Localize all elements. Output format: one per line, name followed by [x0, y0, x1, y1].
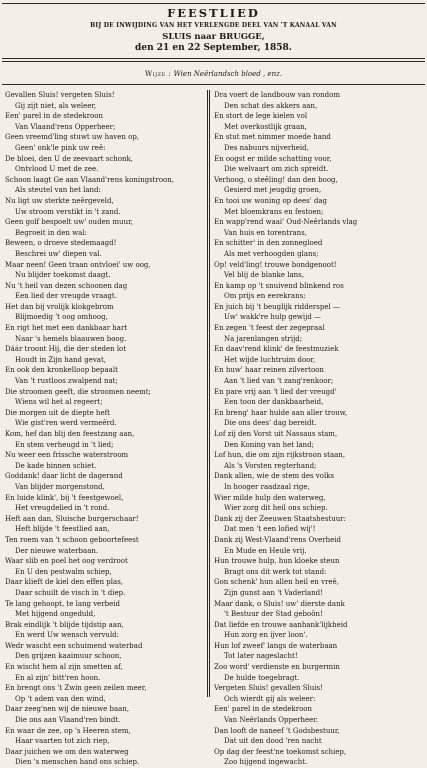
verse-line: Van 't rustloos zwalpend nat; [15, 377, 118, 386]
verse-line: Dat uit den dood 'ren nacht [224, 737, 322, 746]
verse-line: Dank zij der Zeeuwen Staatshestuur: [214, 514, 346, 523]
left-column [5, 90, 203, 768]
date-line: den 21 en 22 September, 1858. [135, 43, 292, 53]
verse-line: Der nieuwe waterbaan. [15, 546, 99, 555]
verse-line: Wedr wascht een schuimend waterbad [5, 641, 143, 650]
verse-line: 't Bestuur der Stad geboôn! [224, 610, 323, 619]
verse-line: Die ons aan Vlaand'ren bindt. [15, 716, 121, 725]
verse-line: En kamp op 't snuivend blinkend ros [214, 281, 344, 290]
verse-line: Dan looft de naneef 't Godsbestuur, [214, 726, 340, 735]
verse-line: Zijn gunst aan 't Vaderland! [224, 588, 323, 597]
verse-line: Geen golf bespoelt uw' ouden muur, [5, 218, 133, 227]
verse-line: Uw' wakk're hulp gewijd — [224, 313, 322, 322]
verse-line: En brengt ons 't Zwin geen zeilen meer, [5, 684, 147, 693]
verse-line: En werd Uw wensch vervuld: [15, 631, 120, 640]
verse-line: Daar schuilt de visch in 't diep. [15, 588, 126, 597]
verse-line: Hun zorg en ijver loon'. [224, 631, 308, 640]
header-rule-2 [2, 61, 425, 62]
verse-line: En rigt het met een dankbaar hart [5, 324, 128, 333]
verse-line: En ook den kronkelloop bepaalt [5, 366, 118, 375]
verse-line: En wischt hem al zijn smetten af, [5, 663, 123, 672]
verse-line: En oogst er milde schatting voor, [214, 154, 332, 163]
page-title: FEESTLIED [167, 6, 260, 20]
dedication-line: BIJ DE INWIJDING VAN HET VERLENGDE DEEL VAN 'T KANAAL VAN [90, 22, 337, 29]
verse-line: Dank zij West-Vlaand'rens Overheid [214, 535, 342, 544]
verse-line: Ontvlood U met de zee. [15, 165, 99, 174]
verse-line: Van huis en torentrans, [224, 228, 307, 237]
verse-line: Als steutel van het land: [15, 186, 101, 195]
verse-line: Dank allen, wie de stem des volks [214, 472, 335, 481]
melody-label: Wijze : [144, 70, 172, 78]
verse-line: Wier zorg dit heil ons schiep. [224, 504, 328, 513]
verse-line: Begroeit in den wal: [15, 228, 87, 237]
verse-line: Het dan bij vrolijk klokgebrom [5, 302, 114, 311]
verse-line: Brak eindlijk 't blijde tijdstip aan, [5, 620, 124, 629]
verse-line: Die welvaart om zich spreidt. [224, 165, 329, 174]
verse-line: Aan 't lied van 't zang'renkoor; [224, 377, 334, 386]
verse-line: En Mude en Heule vrij. [224, 546, 307, 555]
verse-line: En wapp'rend waai' Oud-Neêrlands vlag [214, 218, 358, 227]
verse-line: Van blijder morgenstond, [15, 482, 105, 491]
verse-line: Met bloemkrans en festoen; [224, 207, 324, 216]
verse-line: Verhoog, o steêling! dan den boog, [214, 175, 338, 184]
verse-line: Die ons dees' dag bereidt. [224, 419, 317, 428]
verse-line: Een toon der dankbaarheid, [224, 398, 324, 407]
verse-line: En pare vrij aan 't lied der vreugd' [214, 387, 337, 396]
column-divider-inner [209, 90, 210, 697]
verse-line: Nu ligt uw sterkte neêrgeveld, [5, 196, 114, 205]
verse-line: Vergeten Sluis! gevallen Sluis! [214, 684, 323, 693]
verse-line: En juich bij 't beuglijk ridderspel — [214, 302, 340, 311]
verse-line: Vel blij de blanke lans, [224, 271, 304, 280]
verse-line: En schitter' in den zonnegloed [214, 239, 323, 248]
verse-line: Als 's Vorsten regterhand; [224, 461, 317, 470]
verse-line: Daar juichen we om den waterweg [5, 747, 129, 756]
verse-line: Goddank! daar licht de dagerand [5, 472, 123, 481]
verse-line: Den schat des akkers aan, [224, 101, 318, 110]
verse-line: De hulde toegebragt. [224, 673, 300, 682]
verse-line: Geen vreemd'ling stuwt uw haven op, [5, 133, 140, 142]
verse-line: Schoon laagt Ge aan Vlaand'rens koningstroon, [5, 175, 175, 184]
melody-tune: Wien Neêrlandsch bloed , enz. [173, 70, 282, 78]
verse-line: De kade binnen schiet. [15, 461, 97, 470]
verse-line: Maar dank, o Sluis! uw' dierste dank [214, 599, 345, 608]
verse-line: Dat men 't een lofied wij'! [224, 525, 316, 534]
verse-line: Hun lof zweef' langs de waterbaan [214, 641, 338, 650]
verse-line: Na jarenlangen strijd; [224, 334, 303, 343]
verse-line: Beschrei uw' diepen val. [15, 249, 102, 258]
header-rule-1 [2, 58, 425, 59]
verse-line: De bloei, den U de zeevaart schonk, [5, 154, 133, 163]
verse-line: En stort de lege kielen vol [214, 112, 308, 121]
verse-line: Lof hun, die om zijn rijkstroon staan, [214, 451, 346, 460]
verse-line: Als met verhoogden glans; [224, 249, 319, 258]
verse-line: Tot later nageslacht! [224, 652, 298, 661]
verse-line: Houdt in Zijn hand gevat, [15, 355, 107, 364]
verse-line: En stut met nimmer moede hand [214, 133, 331, 142]
verse-line: Nu 't heil van dezen schoonen dag [5, 281, 128, 290]
verse-line: Den grijzen kaaimuur schoon, [15, 652, 122, 661]
verse-line: Dáár troont Hij, die der steden lot [5, 345, 127, 354]
verse-line: Beween, o droeve stedemaagd! [5, 239, 117, 248]
verse-line: Wie gist'ren werd vermeêrd. [15, 419, 117, 428]
verse-line: Dat liefde en trouwe aanhank'lijkheid [214, 620, 348, 629]
verse-line: In hooger raadzaal rige, [224, 482, 310, 491]
verse-line: Naar 's hemels blaauwen boog. [15, 334, 127, 343]
verse-line: Och wierdt gij als weleer: [224, 694, 316, 703]
verse-line: Ten roem van 't schoon geboortefeest [5, 535, 139, 544]
melody-rule [2, 84, 425, 85]
verse-line: Heft aan dan, Sluische burgerschaar! [5, 514, 139, 523]
verse-line: Gij zijt niet, als weleer, [15, 101, 97, 110]
verse-line: En waar de zee, op 's Heeren stem, [5, 726, 131, 735]
verse-line: Hun trouwe hulp, hun kloeke steun [214, 557, 340, 566]
verse-line: En stem verheugd in 't lied; [15, 440, 114, 449]
verse-line: Heft blijde 't feestlied aan, [15, 525, 110, 534]
verse-line: Met overkostlijk graan, [224, 122, 307, 131]
verse-line: Nu blijder toekomst daagt. [15, 271, 111, 280]
verse-line: Gon schenk' hun allen heil en vreê, [214, 578, 339, 587]
verse-line: Een' parel in de stedekroon [214, 705, 313, 714]
verse-line: Gesierd met jeugdig groen, [224, 186, 322, 195]
verse-line: Om prijs en eerekrans; [224, 292, 306, 301]
verse-line: Het vreugdelied in 't rond. [15, 504, 110, 513]
verse-line: Met hijgend ongeduld, [15, 610, 96, 619]
verse-line: En zegen 't feest der zegepraal [214, 324, 325, 333]
verse-line: Nu weer een frissche waterstroom [5, 451, 129, 460]
verse-line: Te lang gehoopt, te lang verbeid [5, 599, 121, 608]
verse-line: En daav'rend klink' de feestmuziek [214, 345, 339, 354]
verse-line: Lof zij den Vorst uit Nassaus stam, [214, 430, 338, 438]
verse-line: Op dag der feest'ne toekomst schiep, [214, 747, 347, 756]
verse-line: En al zijn' bitt'ren hoon. [15, 673, 101, 682]
verse-line: En breng' haar hulde aan aller trouw, [214, 408, 348, 417]
top-rule [2, 3, 425, 4]
verse-line: Een lied der vreugde vraagt. [15, 292, 117, 301]
verse-line: Uw stroom verstikt in 't zand. [15, 207, 121, 216]
melody-line [0, 70, 427, 78]
verse-line: En luide klink', bij 't feestgewoel, [5, 493, 124, 502]
verse-line: Op! veld'ling! trouwe bondgenoot! [214, 260, 337, 269]
verse-line: Van Vlaand'rens Opperheer; [15, 122, 116, 131]
right-column [214, 90, 424, 768]
verse-line: Bragt ons dit werk tot stand: [224, 567, 327, 576]
verse-line: En tooi uw woning op dees' dag [214, 196, 328, 205]
route-line: SLUIS naar BRUGGE, [162, 32, 265, 42]
column-divider [207, 90, 208, 697]
verse-line: Die morgen uit de diepte heft [5, 408, 110, 417]
verse-line: Waar slib en poel het oog verdroot [5, 557, 128, 566]
verse-line: Wier milde hulp den waterweg, [214, 493, 326, 502]
verse-line: Een' parel in de stedekroon [5, 112, 104, 121]
verse-line: Daar klieft de kiel den effen plas, [5, 578, 124, 587]
verse-line: Blijmoedig 't oog omhoog, [15, 313, 108, 322]
verse-line: Zoo word' verdienste en burgermin [214, 663, 340, 672]
verse-line: Des nabuurs nijverheid, [224, 143, 309, 152]
verse-line: Die stroomen geeft, die stroomen neemt; [5, 387, 151, 396]
verse-line: Daar zeeg'nen wij de nieuwe baan, [5, 705, 130, 714]
verse-line: Gevallen Sluis! vergeten Sluis! [5, 91, 115, 99]
verse-line: Van Neêrlands Opperheer. [224, 716, 319, 725]
verse-line: Dra voert de landbouw van rondom [214, 91, 340, 99]
verse-line: Op 't adem van den wind, [15, 694, 106, 703]
verse-line: Den Koning van het land; [224, 440, 315, 449]
verse-line: En huw' haar reinen zilvertoon [214, 366, 324, 375]
verse-line: Dien 's menschen hand ons schiep. [15, 758, 140, 767]
verse-line: En U den pestwalm schiep, [15, 567, 112, 576]
verse-line: Wiens wil het al regeert; [15, 398, 103, 407]
verse-line: Maar neen! Geen traan ontvloei' uw oog, [5, 260, 151, 269]
verse-line: Haar vaarten tot zich riep, [15, 737, 110, 746]
verse-line: Zoo hijgend ingewacht. [224, 758, 308, 767]
verse-line: Geen' onk'le pink uw reê: [15, 143, 106, 152]
verse-line: Kom, hef dan blij den feestzang aan, [5, 430, 135, 438]
verse-line: Het wijde luchtruim door, [224, 355, 316, 364]
